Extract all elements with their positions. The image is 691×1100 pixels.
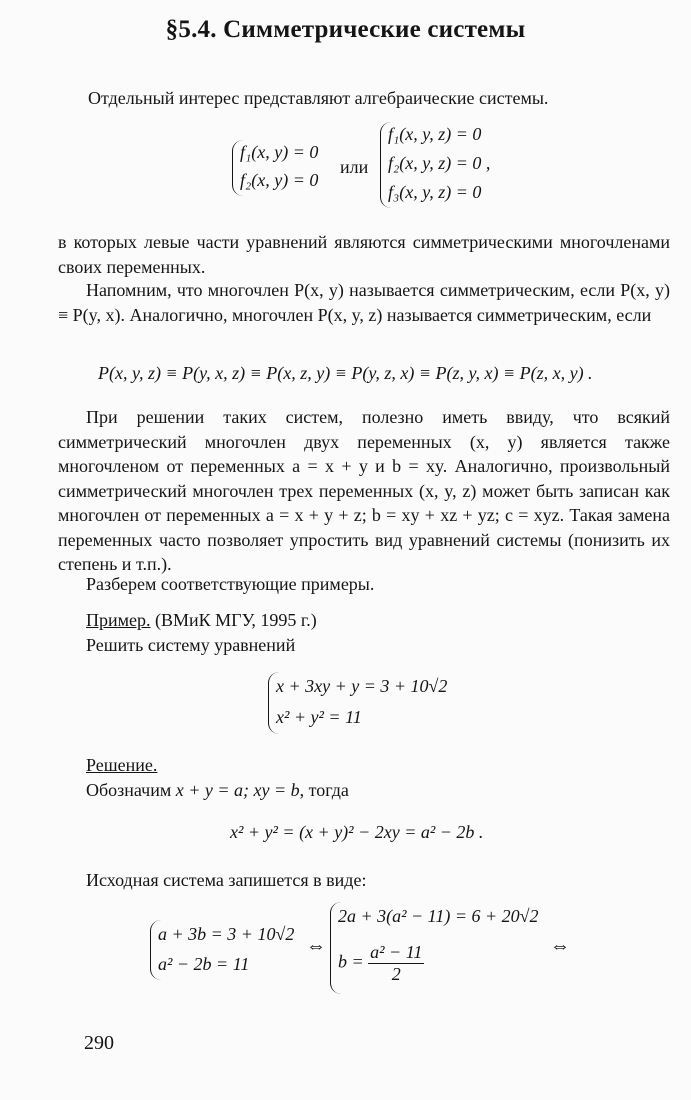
system-line: 2a + 3(a² − 11) = 6 + 20√2 bbox=[338, 906, 539, 926]
b-equals: b = bbox=[338, 951, 364, 972]
system-line: f₁(x, y, z) = 0 bbox=[388, 124, 482, 144]
example-label: Пример. bbox=[86, 610, 151, 630]
page-number: 290 bbox=[84, 1032, 114, 1054]
notation-prefix: Обозначим bbox=[86, 780, 172, 800]
section-title: §5.4. Симметрические системы bbox=[165, 16, 526, 43]
system-two-variables bbox=[232, 140, 342, 196]
system-three-variables bbox=[380, 122, 520, 208]
paragraph-2: Напомним, что многочлен P(x, y) называется симметрическим, если P(x, y) ≡ P(y, x). Аналогично, многочлен P(x, y, z) называется симметрическим, если bbox=[58, 280, 670, 325]
fraction bbox=[368, 942, 424, 985]
transform-equation: x² + y² = (x + y)² − 2xy = a² − 2b . bbox=[230, 822, 484, 842]
final-system-left bbox=[150, 920, 310, 980]
system-line-fraction bbox=[338, 942, 424, 985]
system-line: x² + y² = 11 bbox=[276, 707, 362, 727]
system-line: a² − 2b = 11 bbox=[158, 954, 250, 974]
fraction-denominator: 2 bbox=[391, 964, 401, 984]
solution-label-text: Решение. bbox=[86, 755, 158, 775]
solution-label bbox=[86, 753, 666, 778]
notation-line bbox=[86, 778, 666, 803]
system-line: f₂(x, y, z) = 0 , bbox=[388, 153, 491, 173]
system-line: a + 3b = 3 + 10√2 bbox=[158, 924, 295, 944]
notation-math: x + y = a; xy = b bbox=[175, 780, 300, 800]
paragraph-1: в которых левые части уравнений являются симметрическими многочленами своих переменных. bbox=[58, 232, 670, 277]
system-line: f₃(x, y, z) = 0 bbox=[388, 182, 482, 202]
system-line: x + 3xy + y = 3 + 10√2 bbox=[276, 676, 448, 696]
example-source: (ВМиК МГУ, 1995 г.) bbox=[155, 610, 317, 630]
paragraph-3: При решении таких систем, полезно иметь ввиду, что всякий симметрический многочлен двух переменных (x, y) является также многочленом от переменных a = x + y и b = xy. Аналогично, произвольный симметрический многочлен трех переменных (x, y, z) может быть записан как многочлен от переменных a = x + y + z; b = xy + xz + yz; c = xyz. Такая замена переменных часто позволяет упростить вид уравнений системы (понизить их степень и т.п.). bbox=[58, 407, 670, 574]
paragraph-4: Разберем соответствующие примеры. bbox=[86, 574, 375, 594]
system-line: f₁(x, y) = 0 bbox=[240, 142, 319, 162]
intro-text: Отдельный интерес представляют алгебраические системы. bbox=[88, 88, 549, 108]
rewrite-text: Исходная система запишется в виде: bbox=[86, 870, 367, 890]
final-system-right bbox=[330, 902, 570, 994]
example-task: Решить систему уравнений bbox=[86, 635, 296, 655]
connector-word: или bbox=[340, 157, 369, 177]
equivalence-arrow: ⇔ bbox=[306, 935, 326, 957]
fraction-numerator: a² − 11 bbox=[370, 942, 423, 962]
example-system bbox=[268, 672, 468, 734]
symmetry-identity: P(x, y, z) ≡ P(y, x, z) ≡ P(x, z, y) ≡ P(y, z, x) ≡ P(z, y, x) ≡ P(z, x, y) . bbox=[98, 363, 593, 383]
system-line: f₂(x, y) = 0 bbox=[240, 170, 319, 190]
example-heading bbox=[86, 608, 666, 633]
notation-suffix: , тогда bbox=[299, 780, 349, 800]
trailing-equivalence-arrow: ⇔ bbox=[550, 935, 570, 957]
